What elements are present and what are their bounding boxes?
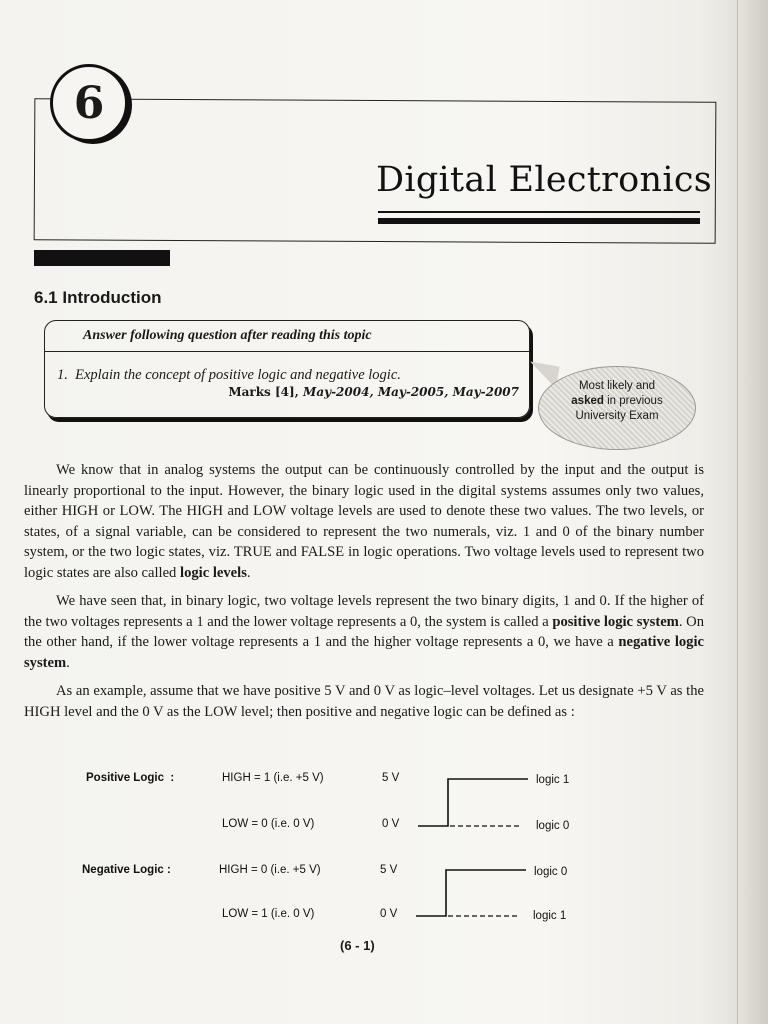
- positive-low-def: LOW = 0 (i.e. 0 V): [222, 818, 315, 830]
- positive-logic-text: Positive Logic: [86, 772, 164, 784]
- question-box-header: Answer following question after reading this topic: [45, 321, 529, 352]
- marks-prefix: Marks [4],: [228, 385, 304, 399]
- chapter-number-badge: [50, 64, 128, 142]
- positive-v-low: 0 V: [382, 818, 400, 830]
- p1-bold: logic levels: [180, 564, 247, 581]
- exam-bubble-text: [556, 379, 678, 424]
- positive-logic-label: [86, 772, 174, 784]
- chapter-number: 6: [73, 77, 105, 129]
- header-black-tab: [34, 250, 170, 266]
- bubble-bold-word: asked: [571, 394, 604, 407]
- negative-high-def: HIGH = 0 (i.e. +5 V): [219, 864, 321, 876]
- page-number: (6 - 1): [340, 938, 375, 953]
- question-number: 1.: [57, 367, 68, 383]
- positive-level-low: logic 0: [536, 820, 570, 832]
- chapter-title: Digital Electronics: [376, 160, 713, 200]
- paragraph-3: As an example, assume that we have positive 5 V and 0 V as logic–level voltages. Let us designate +5 V as the HIGH level and the 0 V as the LOW level; then positive and negative logic can be defined as :: [24, 683, 704, 720]
- bubble-line-2: [556, 394, 678, 409]
- question-item: [57, 367, 401, 384]
- title-rule-thin: [378, 211, 700, 213]
- negative-level-high: logic 0: [534, 866, 568, 878]
- bubble-line-3: University Exam: [575, 409, 659, 422]
- paragraph-1: [24, 460, 704, 583]
- bubble-line-1: Most likely and: [578, 380, 656, 392]
- page-spine: [737, 0, 768, 1024]
- negative-logic-waveform: [408, 864, 533, 924]
- p2-text-b: . On the other hand, if the lower voltage represents a 1 and the higher voltage represents a 0, we have a: [24, 613, 704, 650]
- paragraph-2: [24, 591, 704, 673]
- marks-dates: May-2004, May-2005, May-2007: [303, 385, 519, 399]
- title-rule-thick: [378, 218, 700, 224]
- negative-logic-colon: :: [167, 864, 171, 876]
- positive-level-high: logic 1: [536, 774, 570, 786]
- section-heading: 6.1 Introduction: [34, 288, 162, 307]
- negative-v-high: 5 V: [380, 864, 398, 876]
- positive-high-def: HIGH = 1 (i.e. +5 V): [222, 772, 324, 784]
- positive-logic-waveform: [410, 772, 535, 832]
- negative-logic-text: Negative Logic: [82, 864, 164, 876]
- negative-low-def: LOW = 1 (i.e. 0 V): [222, 908, 315, 920]
- p2-text-a: We have seen that, in binary logic, two voltage levels represent the two binary digits, 1 and 0. If the higher of the two voltages represents a 1 and the lower voltage represents a 0, the system is called a: [24, 593, 704, 630]
- question-box: [44, 320, 530, 418]
- negative-v-low: 0 V: [380, 908, 398, 920]
- p1-end: .: [246, 564, 251, 581]
- p2-bold-1: positive logic system: [552, 613, 679, 630]
- negative-logic-label: [82, 864, 171, 876]
- question-text: Explain the concept of positive logic and negative logic.: [75, 367, 401, 383]
- question-marks: [228, 385, 519, 399]
- positive-v-high: 5 V: [382, 772, 400, 784]
- bubble-line-2-rest: in previous: [603, 394, 663, 407]
- negative-level-low: logic 1: [533, 910, 567, 922]
- body-text: [24, 460, 704, 730]
- p1-text: We know that in analog systems the output can be continuously controlled by the input and the output is linearly proportional to the input. However, the binary logic used in the digital systems assumes only two values, either HIGH or LOW. The HIGH and LOW voltage levels are used to denote these two values. The two levels, or states, of a signal variable, can be considered to represent the two numerals, viz. 1 and 0 of the binary number system, or the two logic states, viz. TRUE and FALSE in logic operations. Two voltage levels used to represent two logic states are also called: [24, 462, 704, 581]
- p2-bold-2: negative logic system: [24, 634, 704, 671]
- positive-logic-colon: :: [170, 772, 175, 784]
- p2-end: .: [66, 654, 70, 671]
